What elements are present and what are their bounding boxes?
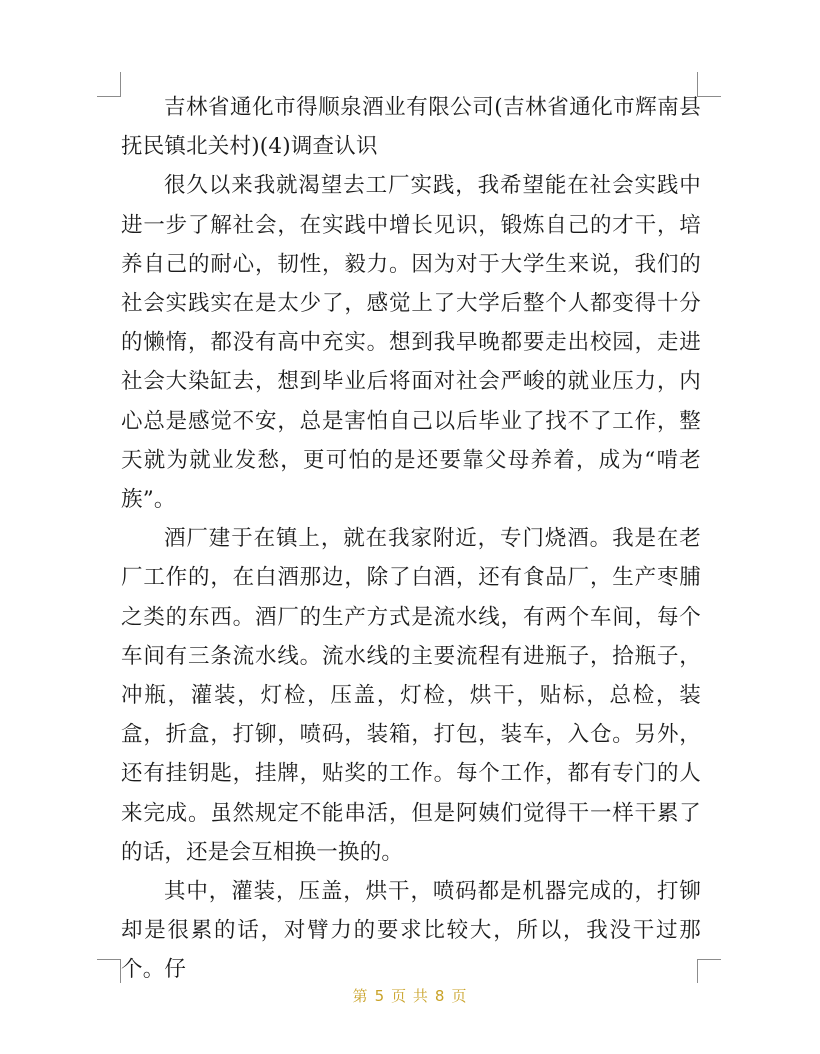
footer-page-number: 5 <box>374 987 386 1005</box>
page-footer <box>0 985 820 1006</box>
footer-middle: 页 共 <box>391 987 429 1005</box>
body-paragraph: 其中，灌装，压盖，烘干，喷码都是机器完成的，打铆却是很累的话，对臂力的要求比较大，所以，我没干过那个。仔 <box>121 879 701 983</box>
footer-prefix: 第 <box>352 987 369 1005</box>
body-paragraph: 酒厂建于在镇上，就在我家附近，专门烧酒。我是在老厂工作的，在白酒那边，除了白酒，还有食品厂，生产枣脯之类的东西。酒厂的生产方式是流水线，有两个车间，每个车间有三条流水线。流水线的主要流程有进瓶子，拾瓶子，冲瓶，灌装，灯检，压盖，灯检，烘干，贴标，总检，装盒，折盒，打铆，喷码，装箱，打包，装车，入仓。另外，还有挂钥匙，挂牌，贴奖的工作。每个工作，都有专门的人来完成。虽然规定不能串活，但是阿姨们觉得干一样干累了的话，还是会互相换一换的。 <box>121 526 701 865</box>
body-paragraph: 很久以来我就渴望去工厂实践，我希望能在社会实践中进一步了解社会，在实践中增长见识，锻炼自己的才干，培养自己的耐心，韧性，毅力。因为对于大学生来说，我们的社会实践实在是太少了，感觉上了大学后整个人都变得十分的懒惰，都没有高中充实。想到我早晚都要走出校园，走进社会大染缸去，想到毕业后将面对社会严峻的就业压力，内心总是感觉不安，总是害怕自己以后毕业了找不了工作，整天就为就业发愁，更可怕的是还要靠父母养着，成为“啃老族”。 <box>121 173 701 513</box>
document-body <box>121 88 701 990</box>
footer-total-pages: 8 <box>434 987 446 1005</box>
footer-suffix: 页 <box>451 987 468 1005</box>
document-title-paragraph: 吉林省通化市得顺泉酒业有限公司(吉林省通化市辉南县抚民镇北关村)(4)调查认识 <box>121 95 701 160</box>
